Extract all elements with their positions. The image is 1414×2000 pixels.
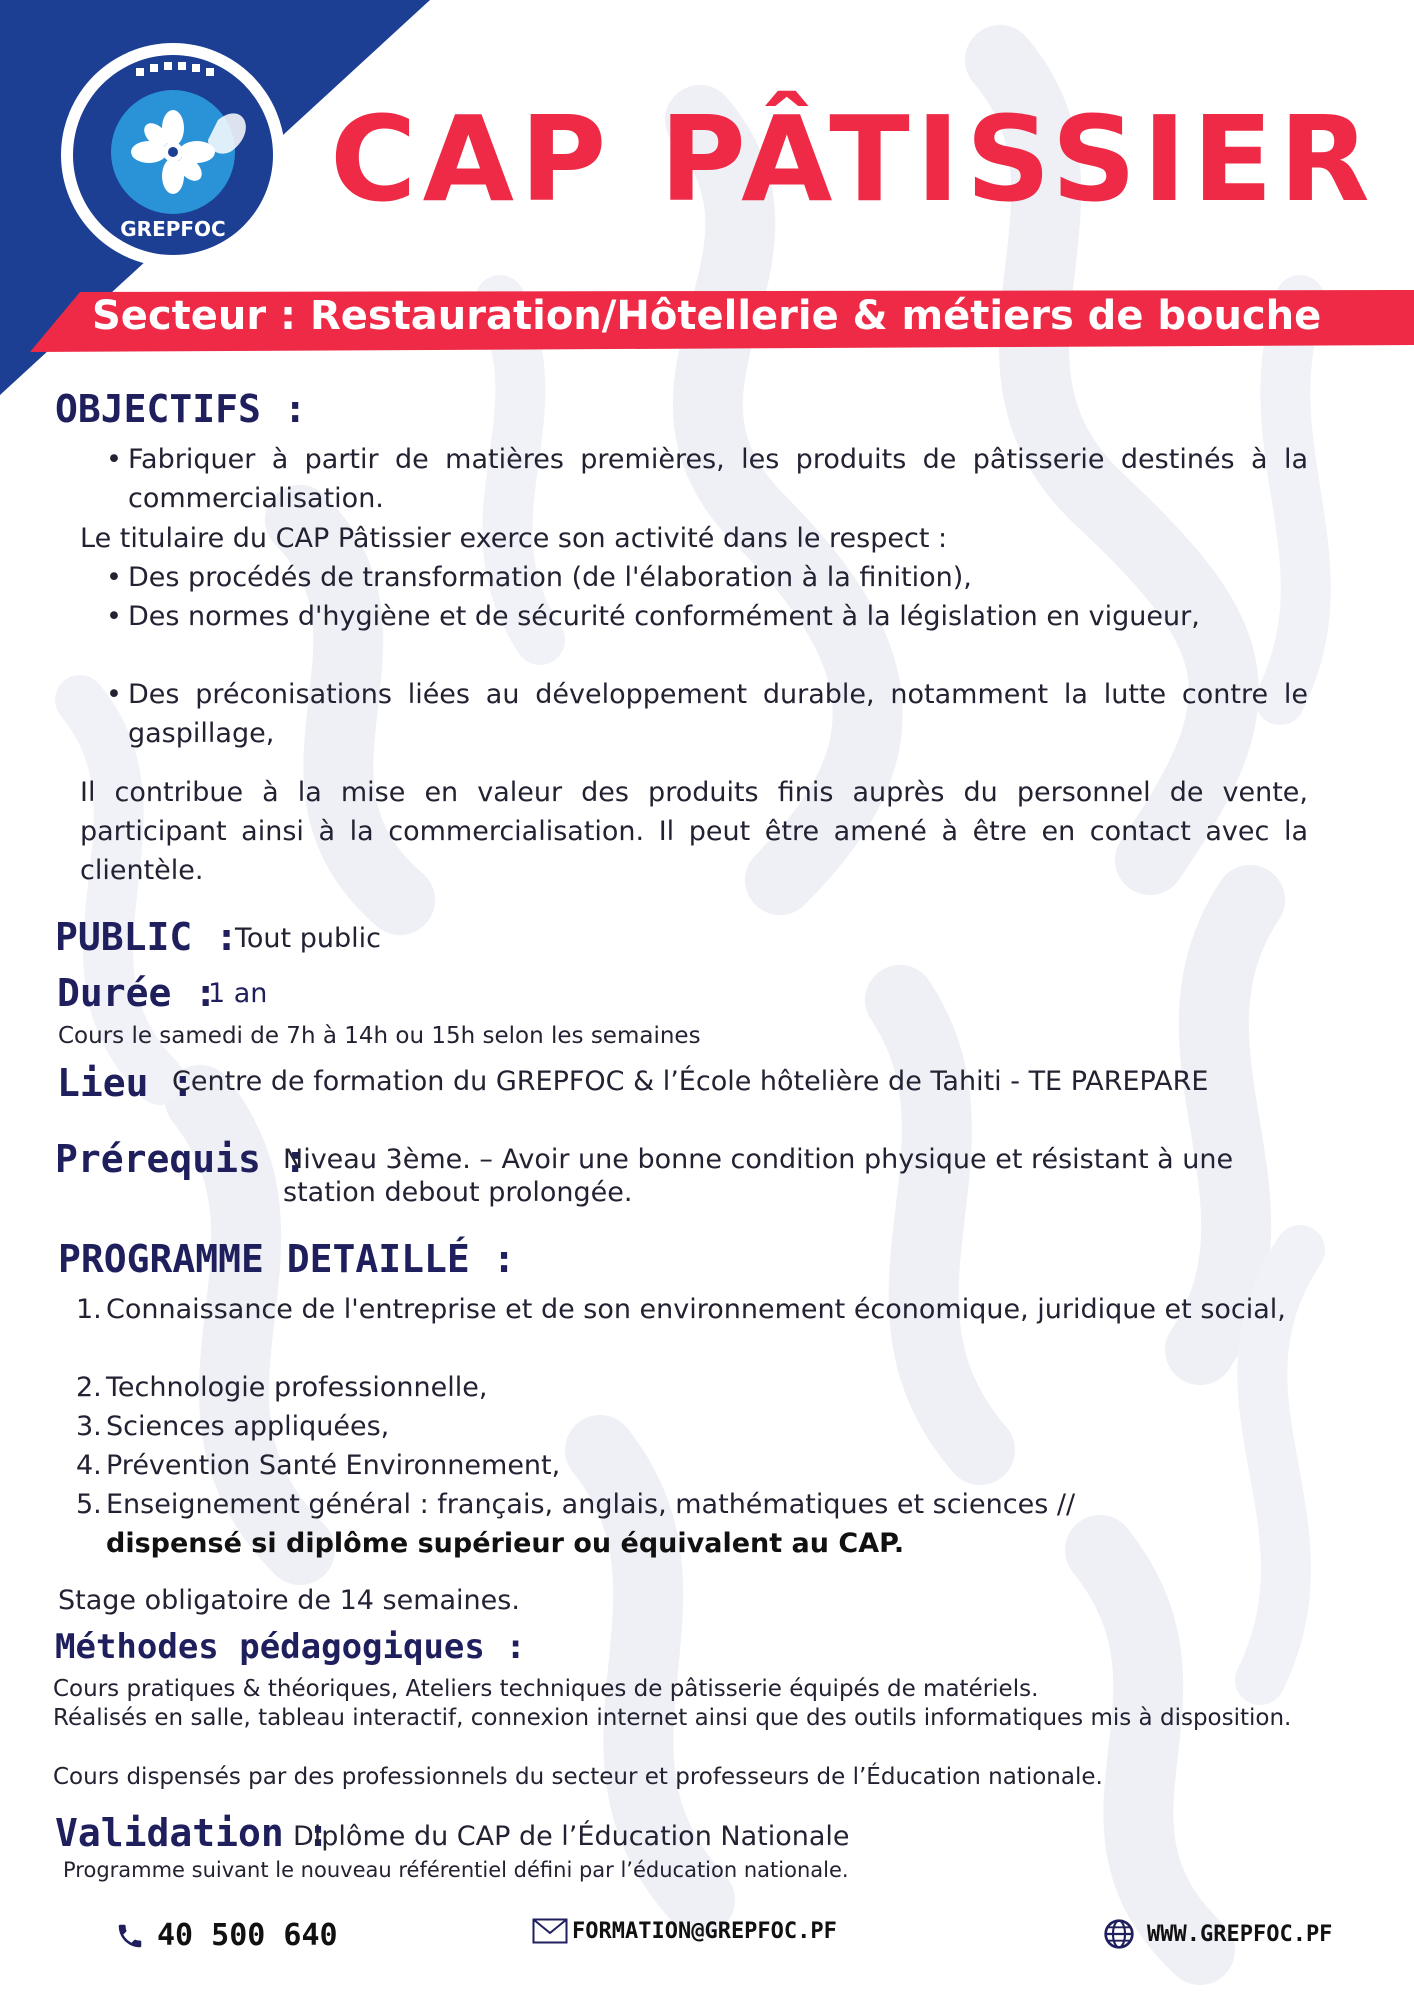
svg-text:GREPFOC: GREPFOC (120, 217, 226, 241)
objectifs-heading: OBJECTIFS : (55, 387, 307, 431)
prerequis-label: Prérequis : (55, 1137, 307, 1181)
mail-icon (532, 1918, 568, 1944)
objectifs-intro: Le titulaire du CAP Pâtissier exerce son activité dans le respect : (80, 523, 948, 554)
footer-website[interactable] (1103, 1918, 1332, 1950)
objectif-bullet-2: • Des procédés de transformation (de l'élaboration à la finition), (106, 562, 972, 593)
footer-phone[interactable] (115, 1918, 338, 1953)
methodes-line-1: Cours pratiques & théoriques, Ateliers techniques de pâtisserie équipés de matériels. (53, 1676, 1039, 1702)
globe-icon (1103, 1918, 1135, 1950)
objectifs-paragraph: Il contribue à la mise en valeur des produits finis auprès du personnel de vente, participant ainsi à la commercialisation. Il peut être amené à être en contact avec la clientèle. (80, 777, 1308, 886)
lieu-label: Lieu : (57, 1061, 195, 1105)
stage-text: Stage obligatoire de 14 semaines. (58, 1585, 520, 1616)
programme-item-2: 2. Technologie professionnelle, (76, 1372, 488, 1403)
programme-heading: PROGRAMME DETAILLÉ : (58, 1237, 516, 1281)
methodes-heading: Méthodes pédagogiques : (55, 1627, 526, 1667)
programme-item-3: 3. Sciences appliquées, (76, 1411, 390, 1442)
phone-icon (115, 1921, 145, 1951)
lieu-value: Centre de formation du GREPFOC & l’École hôtelière de Tahiti - TE PAREPARE (172, 1066, 1209, 1097)
methodes-line-2: Réalisés en salle, tableau interactif, connexion internet ainsi que des outils informatiques mis à disposition. (53, 1705, 1292, 1731)
website-url: WWW.GREPFOC.PF (1147, 1921, 1333, 1947)
duree-value: 1 an (208, 978, 268, 1009)
programme-item-5-bold: dispensé si diplôme supérieur ou équivalent au CAP. (106, 1528, 905, 1559)
duree-note: Cours le samedi de 7h à 14h ou 15h selon les semaines (58, 1023, 701, 1049)
public-value: Tout public (235, 923, 381, 954)
programme-item-5: 5. Enseignement général : français, anglais, mathématiques et sciences // dispensé si diplôme supérieur ou équivalent au CAP. (76, 1489, 1076, 1559)
objectif-bullet-4: • Des préconisations liées au développement durable, notamment la lutte contre le gaspillage, (106, 679, 1308, 749)
sector-banner-text: Secteur : Restauration/Hôtellerie & métiers de bouche (92, 293, 1322, 339)
programme-item-4: 4. Prévention Santé Environnement, (76, 1450, 561, 1481)
footer-email[interactable] (532, 1918, 837, 1944)
objectif-bullet-1: • Fabriquer à partir de matières premières, les produits de pâtisserie destinés à la commercialisation. (106, 444, 1308, 514)
prerequis-value: Niveau 3ème. – Avoir une bonne condition physique et résistant à une station debout prolongée. (283, 1144, 1234, 1208)
methodes-line-3: Cours dispensés par des professionnels du secteur et professeurs de l’Éducation nationale. (53, 1764, 1103, 1790)
duree-label: Durée : (57, 971, 218, 1015)
programme-item-1: 1. Connaissance de l'entreprise et de son environnement économique, juridique et social, (76, 1294, 1286, 1325)
email-address: FORMATION@GREPFOC.PF (572, 1918, 837, 1944)
validation-value: Diplôme du CAP de l’Éducation Nationale (293, 1821, 850, 1852)
objectif-bullet-3: • Des normes d'hygiène et de sécurité conformément à la législation en vigueur, (106, 601, 1200, 632)
validation-note: Programme suivant le nouveau référentiel défini par l’éducation nationale. (63, 1858, 849, 1882)
phone-number: 40 500 640 (157, 1918, 338, 1953)
validation-label: Validation : (55, 1811, 330, 1855)
public-label: PUBLIC : (55, 915, 239, 959)
page-title: CAP PÂTISSIER (330, 90, 1376, 228)
